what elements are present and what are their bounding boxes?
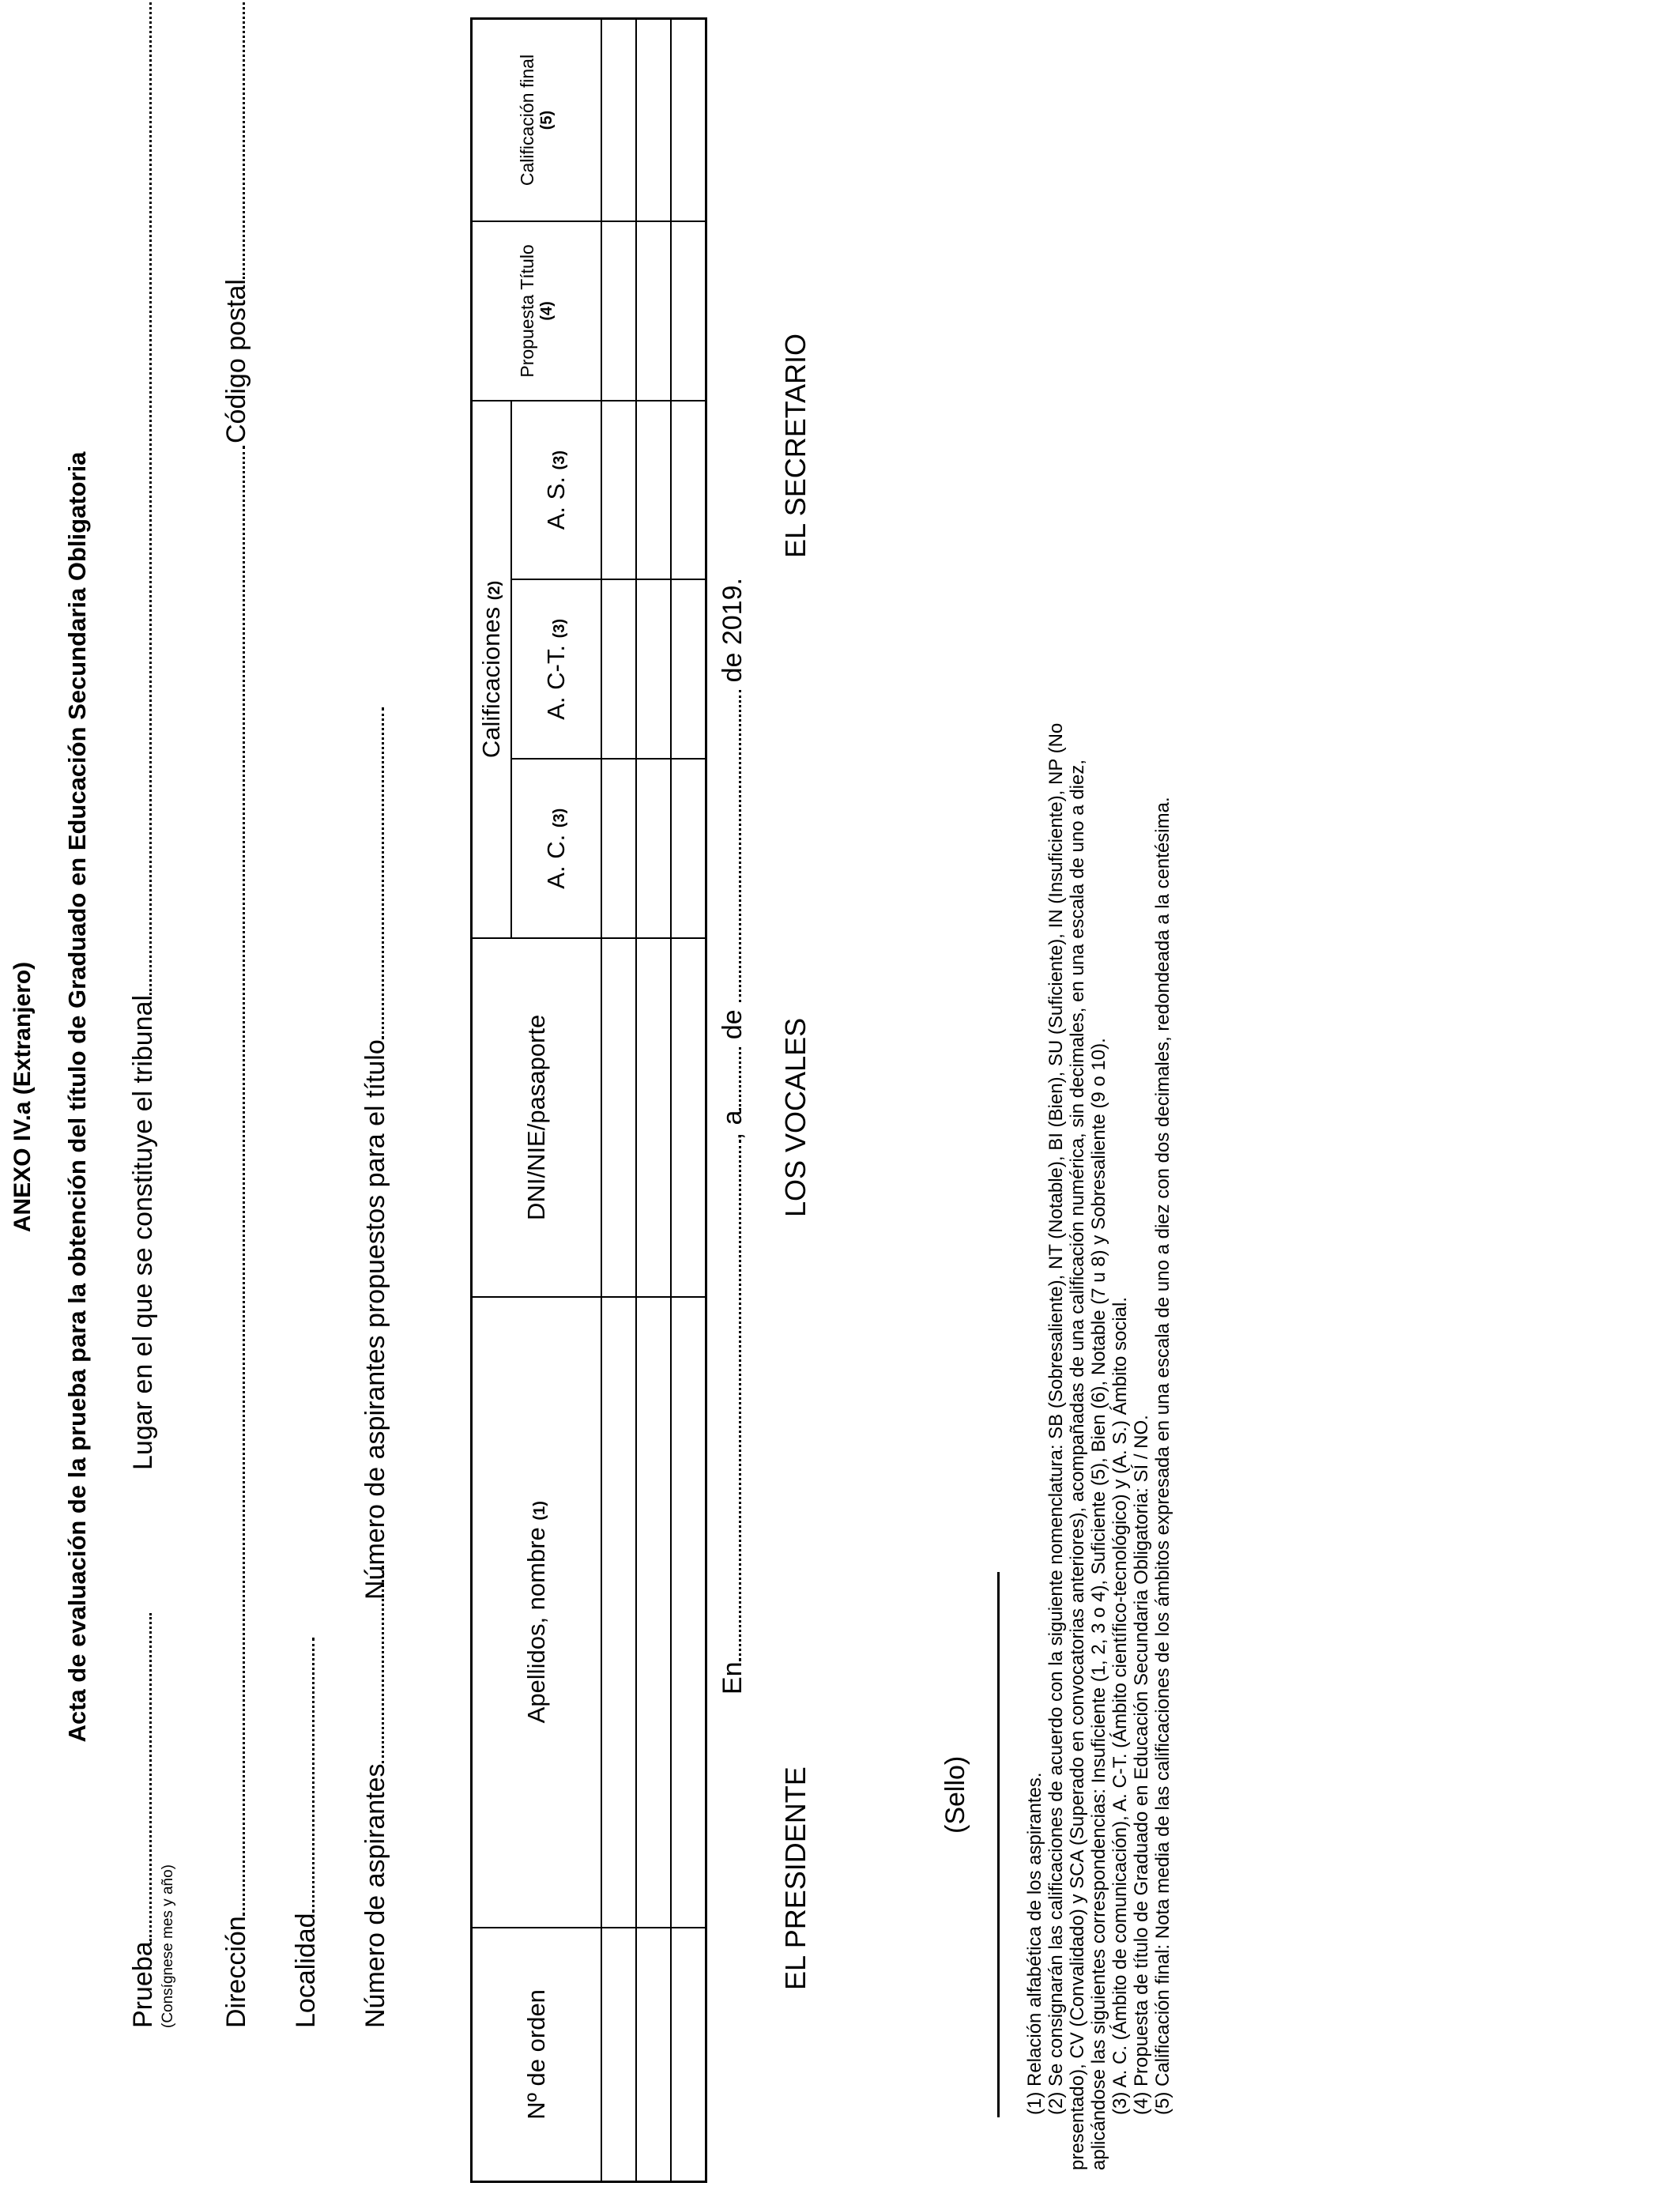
cell-ac[interactable] xyxy=(671,759,706,938)
footnote-1: (1) Relación alfabética de los aspirantes. xyxy=(1024,1772,1045,2115)
field-numero-aspirantes xyxy=(360,1566,391,2028)
footnote-2-line-1: (2) Se consignarán las calificaciones de acuerdo con la siguiente nomenclatura: SB (Sobresaliente), NT (Notable), BI (Bien), SU (Suficiente), IN (Insuficiente), NP (No xyxy=(1045,722,1067,2115)
field-direccion xyxy=(221,446,252,2028)
cell-act[interactable] xyxy=(601,579,636,759)
cell-orden[interactable] xyxy=(636,1928,671,2182)
table-row xyxy=(636,19,671,2182)
col-header-act xyxy=(511,579,601,759)
date-a-label: , a xyxy=(718,1110,748,1140)
cell-propuesta[interactable] xyxy=(671,221,706,401)
col-header-nombre-label: Apellidos, nombre xyxy=(522,1527,550,1724)
col-header-as-label: A. S. xyxy=(542,477,570,530)
cell-ac[interactable] xyxy=(601,759,636,938)
field-lugar xyxy=(128,0,159,1470)
footnote-5: (5) Calificación final: Nota media de las calificaciones de los ámbitos expresada en una escala de uno a diez con dos decimales, redondeada a la centésima. xyxy=(1152,797,1173,2115)
field-numero-propuestos-dots[interactable] xyxy=(361,707,384,1039)
field-codigo-postal xyxy=(221,2,252,443)
field-localidad xyxy=(291,1638,322,2028)
field-codigo-postal-dots[interactable] xyxy=(222,2,245,279)
cell-propuesta[interactable] xyxy=(601,221,636,401)
footnote-2-line-2: presentado), CV (Convalidado) y SCA (Superado en convocatorias anteriores), acompañadas de una calificación numérica, sin decimales, en una escala de uno a diez, xyxy=(1067,759,1088,2170)
date-en-label: En xyxy=(718,1661,748,1695)
document-title: Acta de evaluación de la prueba para la obtención del título de Graduado en Educación Secundaria Obligatoria xyxy=(63,451,91,1743)
col-header-propuesta-ref: (4) xyxy=(538,301,556,321)
field-numero-propuestos xyxy=(360,707,391,1600)
col-header-act-label: A. C-T. xyxy=(542,645,570,720)
field-direccion-dots[interactable] xyxy=(222,446,245,1916)
date-year-label: de 2019. xyxy=(718,578,748,683)
footnote-3: (3) A. C. (Ámbito de comunicación), A. C-T. (Ámbito científico-tecnológico) y (A. S.) Ámbito social. xyxy=(1109,1296,1131,2115)
cell-dni[interactable] xyxy=(671,938,706,1297)
group-header-calificaciones-label: Calificaciones xyxy=(477,606,505,759)
cell-nombre[interactable] xyxy=(601,1297,636,1928)
field-direccion-label: Dirección xyxy=(221,1916,251,2028)
stamp-sello: (Sello) xyxy=(940,1755,970,1834)
col-header-final xyxy=(472,19,602,222)
col-header-nombre xyxy=(472,1297,602,1928)
cell-dni[interactable] xyxy=(601,938,636,1297)
group-header-calificaciones-ref: (2) xyxy=(486,580,503,601)
date-day-dots[interactable] xyxy=(718,1047,741,1110)
col-header-final-label: Calificación final xyxy=(517,54,537,187)
date-month-dots[interactable] xyxy=(718,690,741,1002)
col-header-propuesta xyxy=(472,221,602,401)
footnote-rule xyxy=(997,1572,1000,2117)
annex-title: ANEXO IV.a (Extranjero) xyxy=(9,961,36,1233)
col-header-as-ref: (3) xyxy=(551,450,568,470)
table-row xyxy=(601,19,636,2182)
cell-act[interactable] xyxy=(671,579,706,759)
table-body xyxy=(601,19,706,2182)
date-place-dots[interactable] xyxy=(718,1140,741,1661)
date-de-label: de xyxy=(718,1009,748,1040)
cell-nombre[interactable] xyxy=(671,1297,706,1928)
cell-final[interactable] xyxy=(636,19,671,222)
cell-final[interactable] xyxy=(671,19,706,222)
field-localidad-dots[interactable] xyxy=(292,1638,315,1913)
col-header-ac xyxy=(511,759,601,938)
footnote-4: (4) Propuesta de título de Graduado en Educación Secundaria Obligatoria: SÍ / NO. xyxy=(1131,1415,1152,2115)
cell-as[interactable] xyxy=(601,401,636,580)
field-lugar-dots[interactable] xyxy=(129,0,152,995)
cell-as[interactable] xyxy=(671,401,706,580)
col-header-final-ref: (5) xyxy=(538,110,556,130)
field-numero-propuestos-label: Número de aspirantes propuestos para el título xyxy=(360,1039,390,1600)
field-codigo-postal-label: Código postal xyxy=(221,279,251,443)
group-header-calificaciones xyxy=(472,401,512,938)
cell-orden[interactable] xyxy=(601,1928,636,2182)
field-prueba-hint: (Consígnese mes y año) xyxy=(160,1864,176,2028)
col-header-dni: DNI/NIE/pasaporte xyxy=(472,938,602,1297)
col-header-propuesta-label: Propuesta Título xyxy=(517,244,537,378)
signature-vocales: LOS VOCALES xyxy=(779,1017,812,1217)
cell-nombre[interactable] xyxy=(636,1297,671,1928)
field-localidad-label: Localidad xyxy=(291,1913,321,2028)
col-header-act-ref: (3) xyxy=(551,618,568,639)
cell-orden[interactable] xyxy=(671,1928,706,2182)
field-prueba-label: Prueba xyxy=(128,1941,158,2028)
field-prueba xyxy=(128,1613,159,2028)
col-header-ac-label: A. C. xyxy=(542,834,570,889)
footnote-2-line-3: aplicándose las siguientes correspondencias: Insuficiente (1, 2, 3 o 4), Suficiente (5), Bien (6), Notable (7 u 8) y Sobresaliente (9 o 10). xyxy=(1088,1038,1109,2170)
table-row xyxy=(671,19,706,2182)
field-numero-aspirantes-label: Número de aspirantes xyxy=(360,1763,390,2028)
cell-as[interactable] xyxy=(636,401,671,580)
col-header-nombre-ref: (1) xyxy=(531,1501,548,1521)
grades-table xyxy=(470,17,707,2183)
field-lugar-label: Lugar en el que se constituye el tribunal xyxy=(128,994,158,1470)
col-header-as xyxy=(511,401,601,580)
date-line xyxy=(718,578,748,1695)
signature-presidente: EL PRESIDENTE xyxy=(779,1766,812,1990)
col-header-orden: Nº de orden xyxy=(472,1928,602,2182)
cell-propuesta[interactable] xyxy=(636,221,671,401)
cell-final[interactable] xyxy=(601,19,636,222)
cell-dni[interactable] xyxy=(636,938,671,1297)
col-header-ac-ref: (3) xyxy=(551,808,568,828)
cell-act[interactable] xyxy=(636,579,671,759)
cell-ac[interactable] xyxy=(636,759,671,938)
signature-secretario: EL SECRETARIO xyxy=(779,333,812,558)
field-prueba-dots[interactable] xyxy=(129,1613,152,1941)
